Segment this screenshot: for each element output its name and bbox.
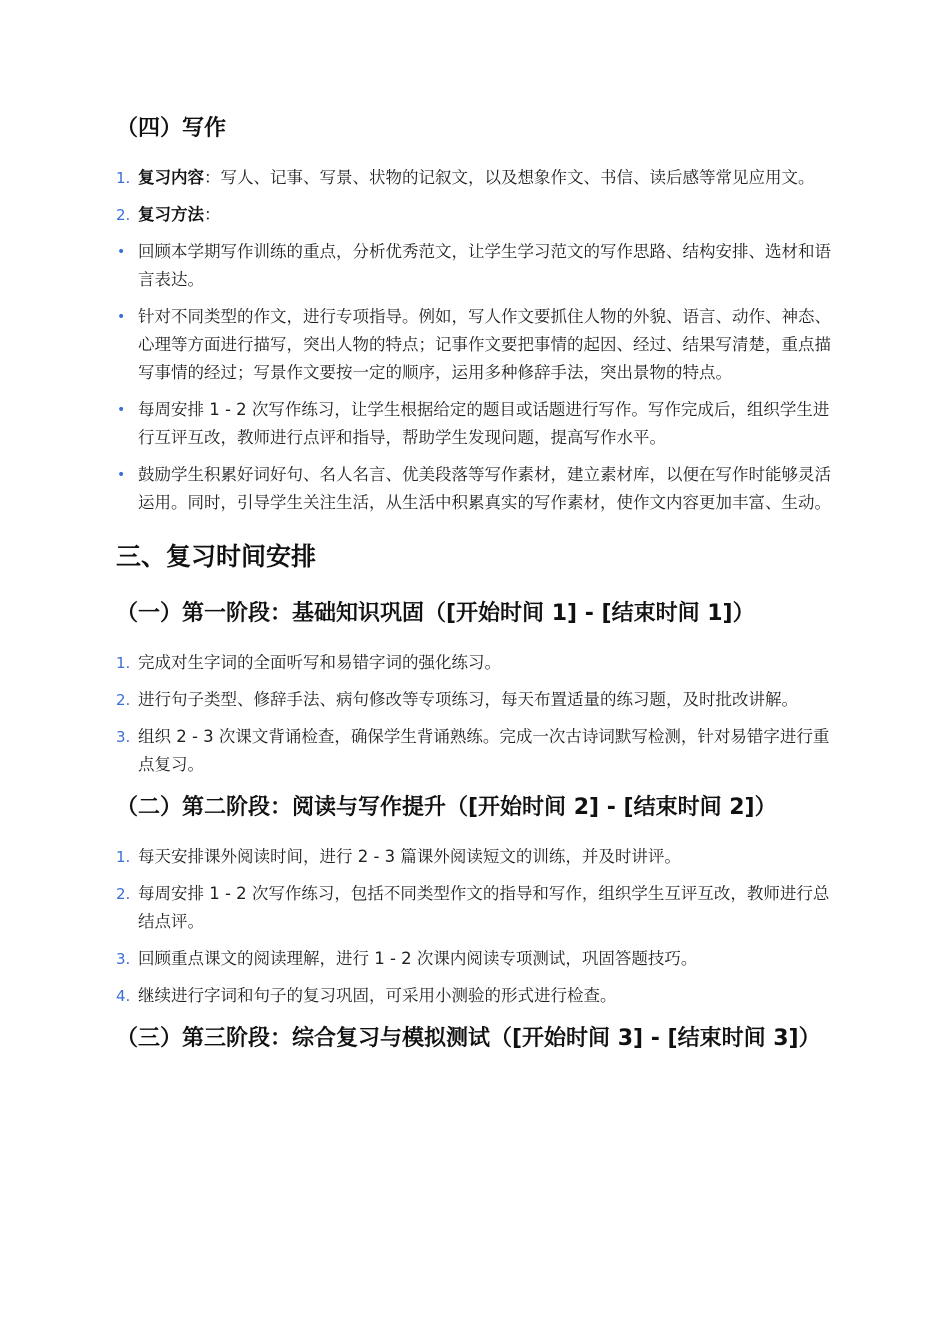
- list-marker: 3.: [116, 727, 131, 746]
- list-marker: 3.: [116, 949, 131, 968]
- list-marker: 2.: [116, 205, 131, 224]
- list-item: [116, 723, 834, 779]
- list-item: [116, 649, 834, 677]
- list-item: [116, 461, 834, 517]
- item-text: 回顾重点课文的阅读理解，进行 1 - 2 次课内阅读专项测试，巩固答题技巧。: [138, 948, 698, 968]
- phase2-list: [116, 843, 834, 1010]
- list-marker: 1.: [116, 653, 131, 672]
- list-item: [116, 880, 834, 936]
- item-label: 复习内容: [138, 167, 204, 187]
- phase3-heading: （三）第三阶段：综合复习与模拟测试（[开始时间 3] - [结束时间 3]）: [116, 1025, 821, 1051]
- item-label: 复习方法: [138, 204, 204, 224]
- phase1-heading: （一）第一阶段：基础知识巩固（[开始时间 1] - [结束时间 1]）: [116, 601, 755, 627]
- item-text: 鼓励学生积累好词好句、名人名言、优美段落等写作素材，建立素材库，以便在写作时能够灵活运用。同时，引导学生关注生活，从生活中积累真实的写作素材，使作文内容更加丰富、生动。: [138, 464, 831, 512]
- bullet-marker: •: [117, 401, 126, 418]
- list-item: [116, 686, 834, 714]
- list-marker: 2.: [116, 884, 131, 903]
- list-marker: 4.: [116, 986, 131, 1005]
- list-item: [116, 201, 834, 229]
- item-text: 每天安排课外阅读时间，进行 2 - 3 篇课外阅读短文的训练，并及时讲评。: [138, 846, 681, 866]
- list-item: [116, 982, 834, 1010]
- item-text: 每周安排 1 - 2 次写作练习，让学生根据给定的题目或话题进行写作。写作完成后，组织学生进行互评互改，教师进行点评和指导，帮助学生发现问题，提高写作水平。: [138, 399, 830, 447]
- item-text: ：: [204, 204, 221, 224]
- list-item: [116, 303, 834, 387]
- phase2-heading: （二）第二阶段：阅读与写作提升（[开始时间 2] - [结束时间 2]）: [116, 794, 777, 820]
- writing-heading: （四）写作: [116, 116, 227, 141]
- list-item: [116, 164, 834, 192]
- list-marker: 2.: [116, 690, 131, 709]
- item-text: ：写人、记事、写景、状物的记叙文，以及想象作文、书信、读后感等常见应用文。: [204, 167, 815, 187]
- list-item: [116, 945, 834, 973]
- item-text: 继续进行字词和句子的复习巩固，可采用小测验的形式进行检查。: [138, 985, 617, 1005]
- item-text: 完成对生字词的全面听写和易错字词的强化练习。: [138, 652, 501, 672]
- item-text: 每周安排 1 - 2 次写作练习，包括不同类型作文的指导和写作，组织学生互评互改，教师进行总结点评。: [138, 883, 830, 931]
- item-text: 进行句子类型、修辞手法、病句修改等专项练习，每天布置适量的练习题，及时批改讲解。: [138, 689, 798, 709]
- item-text: 组织 2 - 3 次课文背诵检查，确保学生背诵熟练。完成一次古诗词默写检测，针对易错字进行重点复习。: [138, 726, 830, 774]
- list-item: [116, 396, 834, 452]
- list-item: [116, 843, 834, 871]
- item-text: 针对不同类型的作文，进行专项指导。例如，写人作文要抓住人物的外貌、语言、动作、神态、心理等方面进行描写，突出人物的特点；记事作文要把事情的起因、经过、结果写清楚，重点描写事情的经过；写景作文要按一定的顺序，运用多种修辞手法，突出景物的特点。: [138, 306, 831, 382]
- phase1-list: [116, 649, 834, 779]
- list-marker: 1.: [116, 168, 131, 187]
- writing-list: [116, 164, 834, 517]
- list-marker: 1.: [116, 847, 131, 866]
- list-item: [116, 238, 834, 294]
- bullet-marker: •: [117, 308, 126, 325]
- item-text: 回顾本学期写作训练的重点，分析优秀范文，让学生学习范文的写作思路、结构安排、选材和语言表达。: [138, 241, 831, 289]
- schedule-heading: 三、复习时间安排: [116, 541, 317, 571]
- bullet-marker: •: [117, 243, 126, 260]
- bullet-marker: •: [117, 466, 126, 483]
